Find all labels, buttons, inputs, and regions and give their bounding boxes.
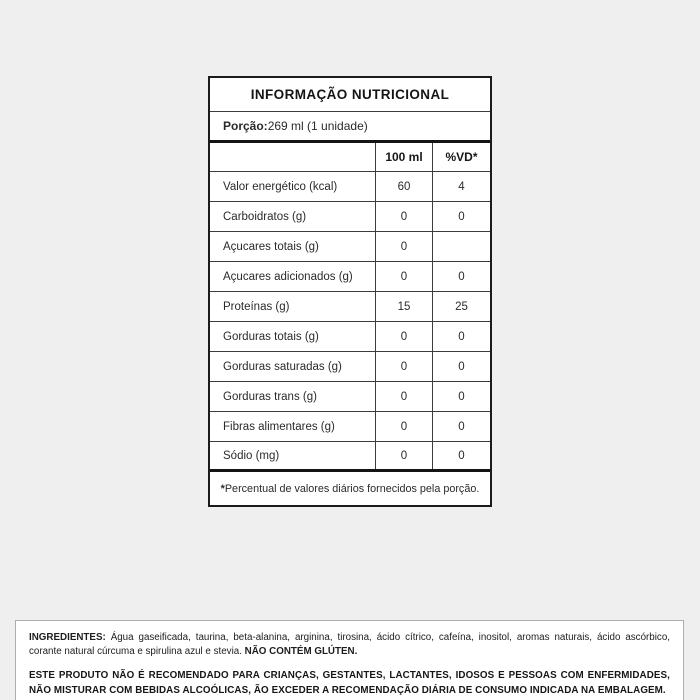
row-value-vd: 0 xyxy=(458,210,465,223)
table-title: INFORMAÇÃO NUTRICIONAL xyxy=(210,78,490,112)
footnote-row xyxy=(210,472,490,505)
row-value-100ml: 0 xyxy=(376,322,433,351)
table-row xyxy=(210,262,490,292)
table-row xyxy=(210,322,490,352)
row-label: Fibras alimentares (g) xyxy=(210,412,376,441)
row-label: Gorduras saturadas (g) xyxy=(210,352,376,381)
table-row xyxy=(210,382,490,412)
row-value-100ml: 0 xyxy=(376,262,433,291)
info-box xyxy=(15,620,684,700)
column-header-vd: %VD* xyxy=(445,150,478,164)
table-row xyxy=(210,202,490,232)
row-value-100ml: 60 xyxy=(376,172,433,201)
row-value-vd: 0 xyxy=(458,390,465,403)
table-row xyxy=(210,172,490,202)
row-label: Valor energético (kcal) xyxy=(210,172,376,201)
table-row xyxy=(210,352,490,382)
row-label: Gorduras trans (g) xyxy=(210,382,376,411)
column-header-row xyxy=(210,143,490,172)
row-label: Açucares totais (g) xyxy=(210,232,376,261)
row-label: Sódio (mg) xyxy=(210,442,376,469)
row-value-100ml: 15 xyxy=(376,292,433,321)
table-row xyxy=(210,292,490,322)
row-value-100ml: 0 xyxy=(376,442,433,469)
serving-row xyxy=(210,112,490,143)
row-value-vd: 0 xyxy=(458,270,465,283)
row-value-100ml: 0 xyxy=(376,382,433,411)
row-value-vd: 25 xyxy=(455,300,468,313)
table-row xyxy=(210,442,490,472)
nutrition-facts-table xyxy=(208,76,492,507)
row-label: Açucares adicionados (g) xyxy=(210,262,376,291)
table-body xyxy=(210,172,490,472)
row-value-vd: 0 xyxy=(458,449,465,462)
ingredients-label: INGREDIENTES: xyxy=(29,632,106,643)
serving-value: 269 ml (1 unidade) xyxy=(267,119,368,133)
row-value-vd: 0 xyxy=(458,420,465,433)
row-value-vd xyxy=(433,232,490,261)
serving-label: Porção: xyxy=(223,119,268,133)
ingredients-text: Água gaseificada, taurina, beta-alanina, arginina, tirosina, ácido cítrico, cafeína, inositol, aromas naturais, ácido ascórbico, corante natural cúrcuma e spirulina azul e stevia. xyxy=(29,632,670,658)
row-value-100ml: 0 xyxy=(376,352,433,381)
row-value-vd: 4 xyxy=(458,180,465,193)
table-row xyxy=(210,412,490,442)
row-value-100ml: 0 xyxy=(376,412,433,441)
row-label: Proteínas (g) xyxy=(210,292,376,321)
column-header-100ml: 100 ml xyxy=(376,143,433,171)
gluten-note: NÃO CONTÉM GLÚTEN. xyxy=(244,646,358,658)
warning-paragraph: ESTE PRODUTO NÃO É RECOMENDADO PARA CRIANÇAS, GESTANTES, LACTANTES, IDOSOS E PESSOAS COM ENFERMIDADES, NÃO MISTURAR COM BEBIDAS ALCOÓLICAS, ÃO EXCEDER A RECOMENDAÇÃO DIÁRIA DE CONSUMO INDICADA NA EMBALAGEM. xyxy=(29,670,670,696)
row-value-100ml: 0 xyxy=(376,232,433,261)
ingredients-paragraph xyxy=(29,631,670,659)
row-label: Gorduras totais (g) xyxy=(210,322,376,351)
footnote-marker: * xyxy=(220,482,225,495)
footnote-text: Percentual de valores diários fornecidos pela porção. xyxy=(224,482,480,495)
row-value-100ml: 0 xyxy=(376,202,433,231)
row-value-vd: 0 xyxy=(458,330,465,343)
row-value-vd: 0 xyxy=(458,360,465,373)
row-label: Carboidratos (g) xyxy=(210,202,376,231)
table-row xyxy=(210,232,490,262)
header-spacer-cell xyxy=(210,143,376,171)
